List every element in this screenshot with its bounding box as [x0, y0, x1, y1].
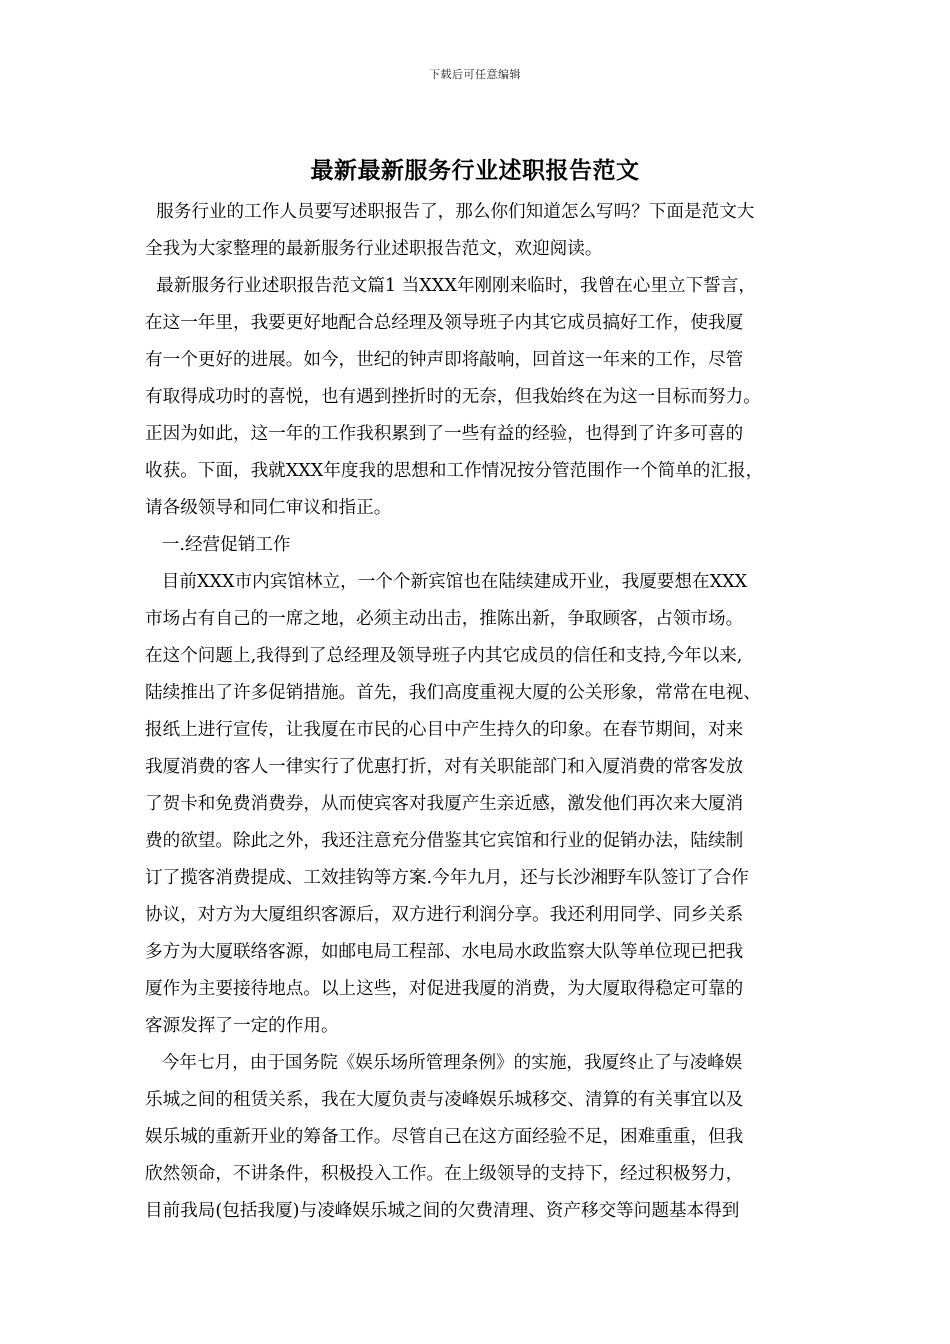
text-line: 多方为大厦联络客源，如邮电局工程部、水电局水政监察大队等单位现已把我 — [145, 942, 744, 962]
text-line: 我厦消费的客人一律实行了优惠打折，对有关职能部门和入厦消费的常客发放 — [145, 757, 744, 777]
text-line: 服务行业的工作人员要写述职报告了，那么你们知道怎么写吗？下面是范文大 — [145, 202, 755, 222]
text-line: 欣然领命，不讲条件，积极投入工作。在上级领导的支持下，经过积极努力， — [145, 1164, 744, 1184]
text-line: 在这一年里，我要更好地配合总经理及领导班子内其它成员搞好工作，使我厦 — [145, 313, 744, 333]
text-line: 报纸上进行宣传，让我厦在市民的心目中产生持久的印象。在春节期间，对来 — [145, 720, 744, 740]
text-line: 订了揽客消费提成、工效挂钩等方案.今年九月，还与长沙湘野车队签订了合作 — [145, 868, 749, 888]
text-line: 了贺卡和免费消费券，从而使宾客对我厦产生亲近感，激发他们再次来大厦消 — [145, 794, 744, 814]
document-title: 最新最新服务行业述职报告范文 — [310, 157, 640, 184]
text-line: 一.经营促销工作 — [145, 535, 291, 555]
text-line: 全我为大家整理的最新服务行业述职报告范文，欢迎阅读。 — [145, 239, 603, 259]
text-line: 费的欲望。除此之外，我还注意充分借鉴其它宾馆和行业的促销办法，陆续制 — [145, 831, 744, 851]
text-line: 协议，对方为大厦组织客源后，双方进行利润分享。我还利用同学、同乡关系 — [145, 905, 744, 925]
text-line: 陆续推出了许多促销措施。首先，我们高度重视大厦的公关形象，常常在电视、 — [145, 683, 761, 703]
header-note: 下载后可任意编辑 — [429, 68, 521, 81]
text-line: 厦作为主要接待地点。以上这些，对促进我厦的消费，为大厦取得稳定可靠的 — [145, 979, 744, 999]
text-line: 目前我局(包括我厦)与凌峰娱乐城之间的欠费清理、资产移交等问题基本得到 — [145, 1201, 740, 1221]
text-line: 正因为如此，这一年的工作我积累到了一些有益的经验，也得到了许多可喜的 — [145, 424, 744, 444]
text-line: 请各级领导和同仁审议和指正。 — [145, 498, 392, 518]
text-line: 有取得成功时的喜悦，也有遇到挫折时的无奈，但我始终在为这一目标而努力。 — [145, 387, 761, 407]
text-line: 娱乐城的重新开业的筹备工作。尽管自己在这方面经验不足，困难重重，但我 — [145, 1127, 744, 1147]
text-line: 在这个问题上,我得到了总经理及领导班子内其它成员的信任和支持,今年以来, — [145, 646, 743, 666]
text-line: 最新服务行业述职报告范文篇1 当XXX年刚刚来临时，我曾在心里立下誓言， — [145, 276, 756, 296]
text-line: 乐城之间的租赁关系，我在大厦负责与凌峰娱乐城移交、清算的有关事宜以及 — [145, 1090, 744, 1110]
text-line: 有一个更好的进展。如今，世纪的钟声即将敲响，回首这一年来的工作，尽管 — [145, 350, 744, 370]
text-line: 目前XXX市内宾馆林立，一个个新宾馆也在陆续建成开业，我厦要想在XXX — [145, 572, 748, 592]
text-line: 客源发挥了一定的作用。 — [145, 1016, 339, 1036]
text-line: 市场占有自己的一席之地，必须主动出击，推陈出新，争取顾客，占领市场。 — [145, 609, 744, 629]
document-body — [145, 194, 825, 1230]
text-line: 今年七月，由于国务院《娱乐场所管理条例》的实施，我厦终止了与凌峰娱 — [145, 1053, 743, 1073]
text-line: 收获。下面，我就XXX年度我的思想和工作情况按分管范围作一个简单的汇报， — [145, 461, 764, 481]
